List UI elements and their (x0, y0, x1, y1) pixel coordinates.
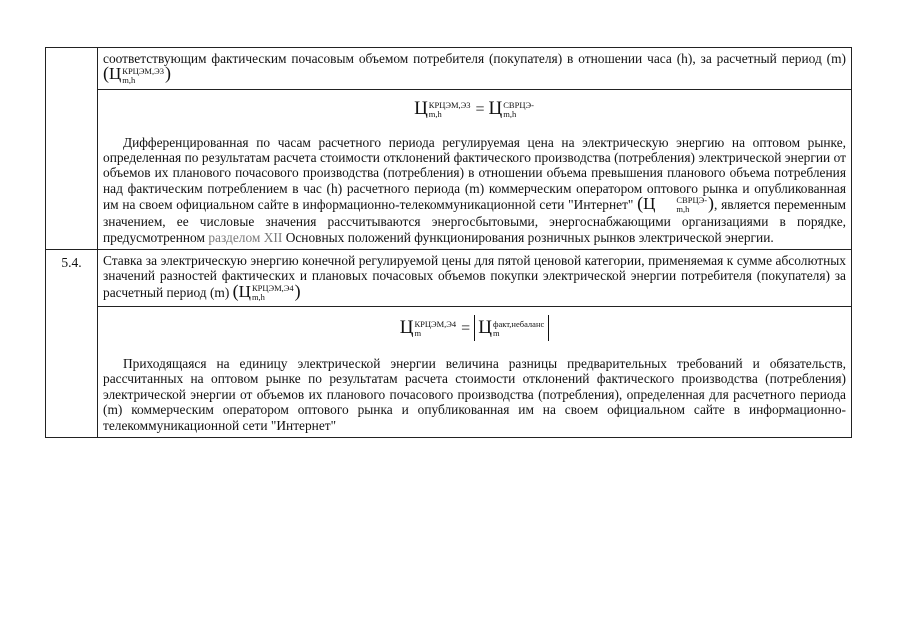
table-row (46, 89, 852, 250)
definition-sentence: соответствующим фактическим почасовым объемом потребителя (покупателя) в отношении часа (h), за расчетный период (m) (103, 51, 846, 66)
table-row (46, 250, 852, 307)
formula-e3: Ц КРЦЭМ,Э3 m,h = Ц СВРЦЭ- m,h (414, 97, 534, 119)
row-number-cell: 5.4. (46, 250, 98, 438)
definition-cell (98, 250, 852, 307)
definition-text: Ставка за электрическую энергию конечной регулируемой цены для пятой ценовой категории, применяемая к сумме абсолютных значений разностей фактических и плановых почасовых объемов покупки электрической энергии потребителя (покупателя) за расчетный период (m) (Ц КРЦЭМ,Э4 m,h ) (103, 253, 846, 302)
formula-explanation: Приходящаяся на единицу электрической энергии величина разницы предварительных требований и обязательств, рассчитанных на оптовом рынке по результатам расчета стоимости отклонений фактического производства (потребления) электрической энергии от объемов их планового почасового производства (потребления), определенная для расчетного периода (m) коммерческим оператором оптового рынка и опубликованная им на своем официальном сайте в информационно-телекоммуникационной сети "Интернет" (103, 355, 846, 433)
formula-e4: Ц КРЦЭМ,Э4 m = Ц факт,небаланс m (98, 307, 851, 353)
inline-formula-svr: (Ц СВРЦЭ- m,h ) (637, 193, 715, 215)
formula-cell (98, 89, 852, 250)
definition-cell (98, 48, 852, 90)
inline-formula-e3: (Ц КРЦЭМ,Э3 m,h ) (103, 63, 171, 85)
absolute-value: Ц факт,небаланс m (474, 315, 549, 341)
inline-formula-e4: (Ц КРЦЭМ,Э4 m,h ) (232, 280, 301, 302)
table-row (46, 306, 852, 437)
formula-explanation: Дифференцированная по часам расчетного периода регулируемая цена на электрическую энергию на оптовом рынке, определенная по результатам расчета стоимости отклонений фактического производства (потребления) электрической энергии от объемов их планового почасового производства (потребления) в отношении объема превышения планового объема потребления над фактическим потреблением в час (h) расчетного периода (m) коммерческим оператором оптового рынка и опубликованная им на своем официальном сайте в информационно-телекоммуникационной сети "Интернет" (Ц СВРЦЭ- m,h ), является переменным значением, ее числовые значения рассчитываются энергосбытовыми, энергоснабжающими организациями в порядке, предусмотренном разделом XII Основных положений функционирования розничных рынков электрической энергии. (103, 134, 846, 245)
document-table (45, 47, 852, 438)
section-link[interactable]: разделом XII (208, 229, 283, 245)
definition-text (98, 48, 851, 89)
table-row (46, 48, 852, 90)
formula-cell (98, 306, 852, 437)
row-number-cell (46, 48, 98, 250)
